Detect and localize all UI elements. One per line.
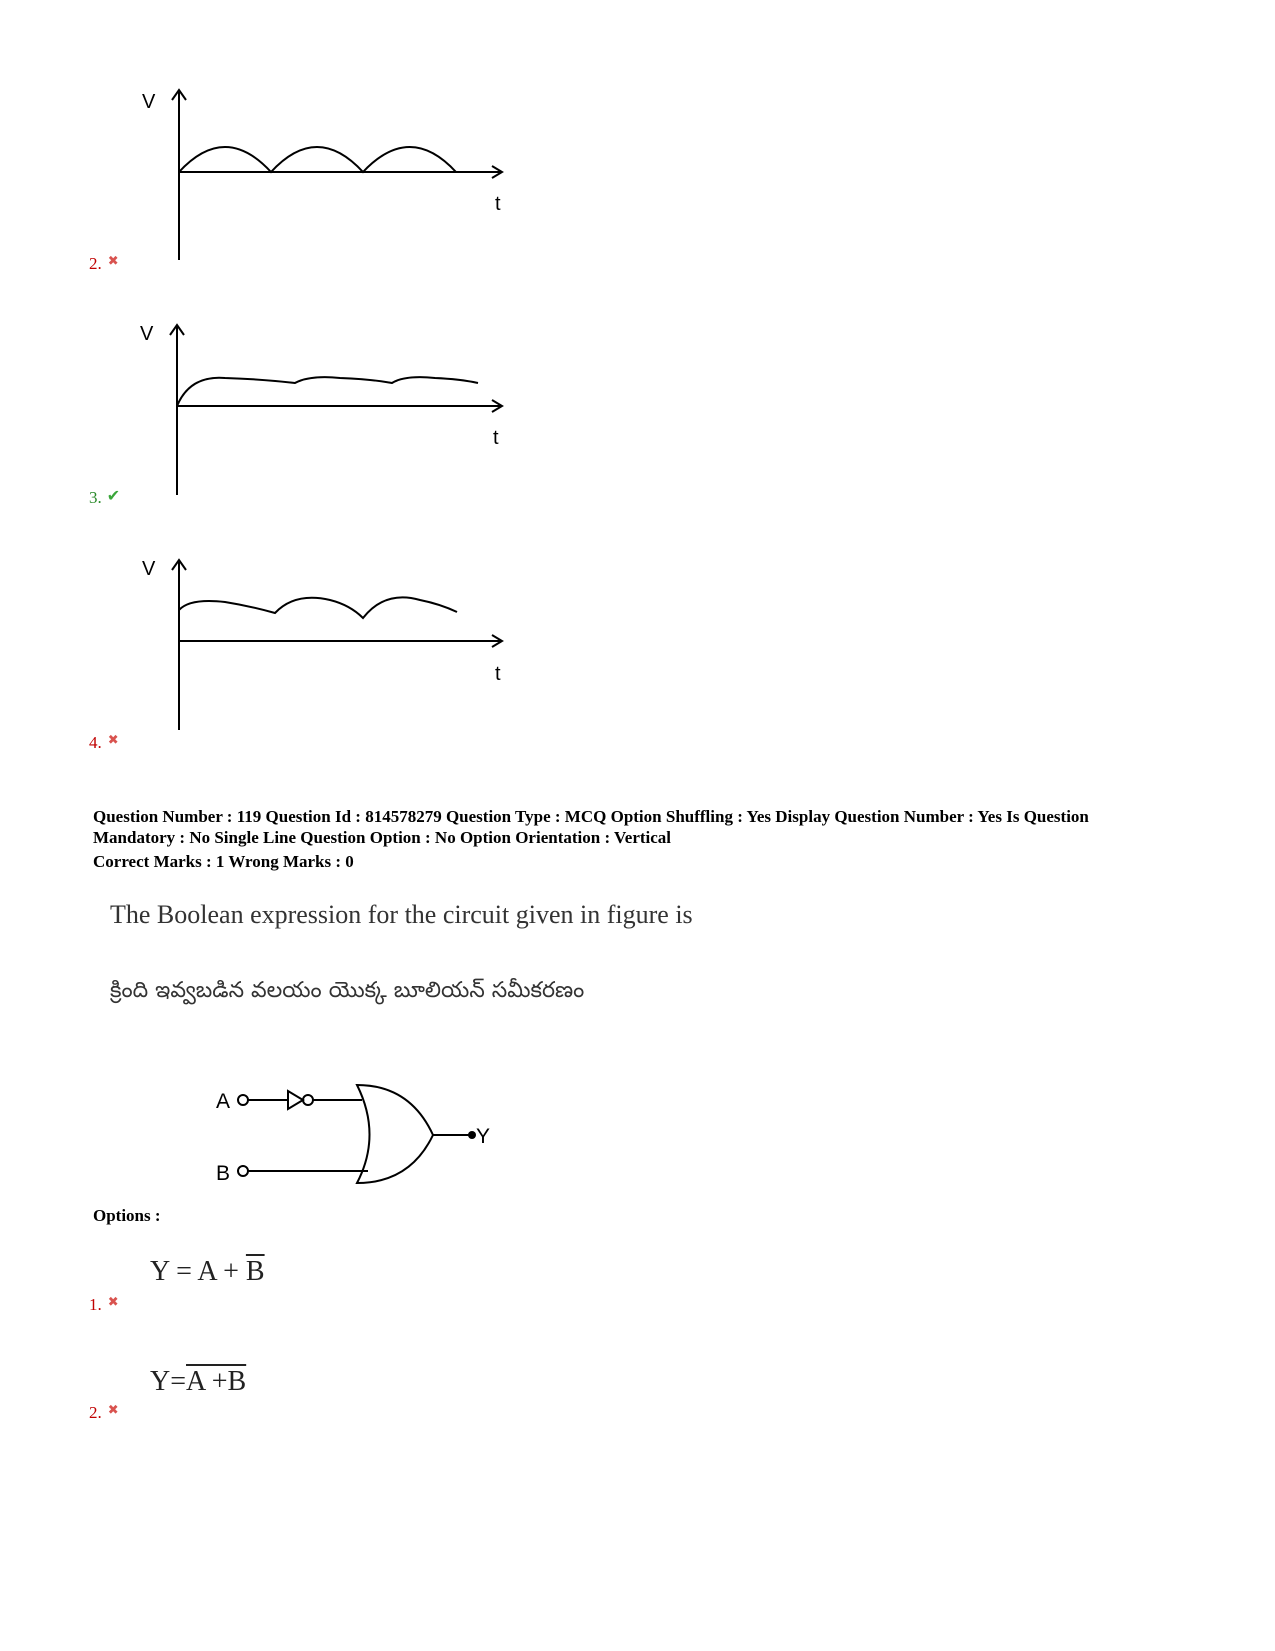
waveform-graph-option-4: [130, 550, 530, 740]
question-meta-line-2: Mandatory : No Single Line Question Option : No Option Orientation : Vertical: [93, 828, 672, 847]
question-text-english: The Boolean expression for the circuit given in figure is: [110, 900, 693, 929]
options-label: Options :: [93, 1206, 161, 1225]
output-terminal: [468, 1131, 476, 1139]
option-2-number: 2. ✖: [89, 253, 119, 273]
check-icon: ✔: [106, 488, 121, 505]
marks-line: Correct Marks : 1 Wrong Marks : 0: [93, 852, 354, 871]
waveform-graph-option-2: [130, 80, 530, 270]
v-axis-label: V: [140, 323, 154, 345]
v-axis-label: V: [142, 91, 156, 113]
t-axis-label: t: [495, 193, 501, 215]
not-gate-icon: [288, 1091, 303, 1109]
waveform-curve: [179, 147, 456, 172]
complement-term: $\overline{B}$: [245, 1256, 265, 1287]
t-axis-label: t: [493, 427, 499, 449]
cross-icon: ✖: [107, 1402, 119, 1417]
q119-option-1-number: 1. ✖: [89, 1294, 119, 1314]
cross-icon: ✖: [107, 732, 119, 747]
waveform-curve: [179, 597, 457, 618]
question-meta-line-1: Question Number : 119 Question Id : 814578279 Question Type : MCQ Option Shuffling : Yes Display Question Number : Yes Is Question: [93, 807, 1089, 826]
output-label: Y: [476, 1125, 491, 1148]
option-2-equation: Y=A +B: [150, 1366, 247, 1397]
question-meta: [93, 806, 1213, 872]
cross-icon: ✖: [107, 253, 119, 268]
complement-term: A +B: [186, 1366, 247, 1397]
q119-option-2-number: 2. ✖: [89, 1402, 119, 1422]
input-b-label: B: [216, 1162, 231, 1185]
option-4-number: 4. ✖: [89, 732, 119, 752]
waveform-graph-option-3: [130, 315, 530, 505]
logic-circuit-diagram: [210, 1075, 510, 1205]
option-1-equation: $Y = A + \overline{B}$: [150, 1256, 265, 1287]
question-text-telugu: క్రింది ఇవ్వబడిన వలయం యొక్క బూలియన్ సమీకరణం: [110, 978, 585, 1003]
or-gate-icon: [357, 1085, 433, 1183]
input-a-terminal: [238, 1095, 248, 1105]
t-axis-label: t: [495, 663, 501, 685]
v-axis-label: V: [142, 558, 156, 580]
input-b-terminal: [238, 1166, 248, 1176]
waveform-curve: [177, 377, 478, 406]
option-3-number: 3. ✔: [89, 488, 121, 507]
input-a-label: A: [216, 1090, 231, 1113]
cross-icon: ✖: [107, 1294, 119, 1309]
